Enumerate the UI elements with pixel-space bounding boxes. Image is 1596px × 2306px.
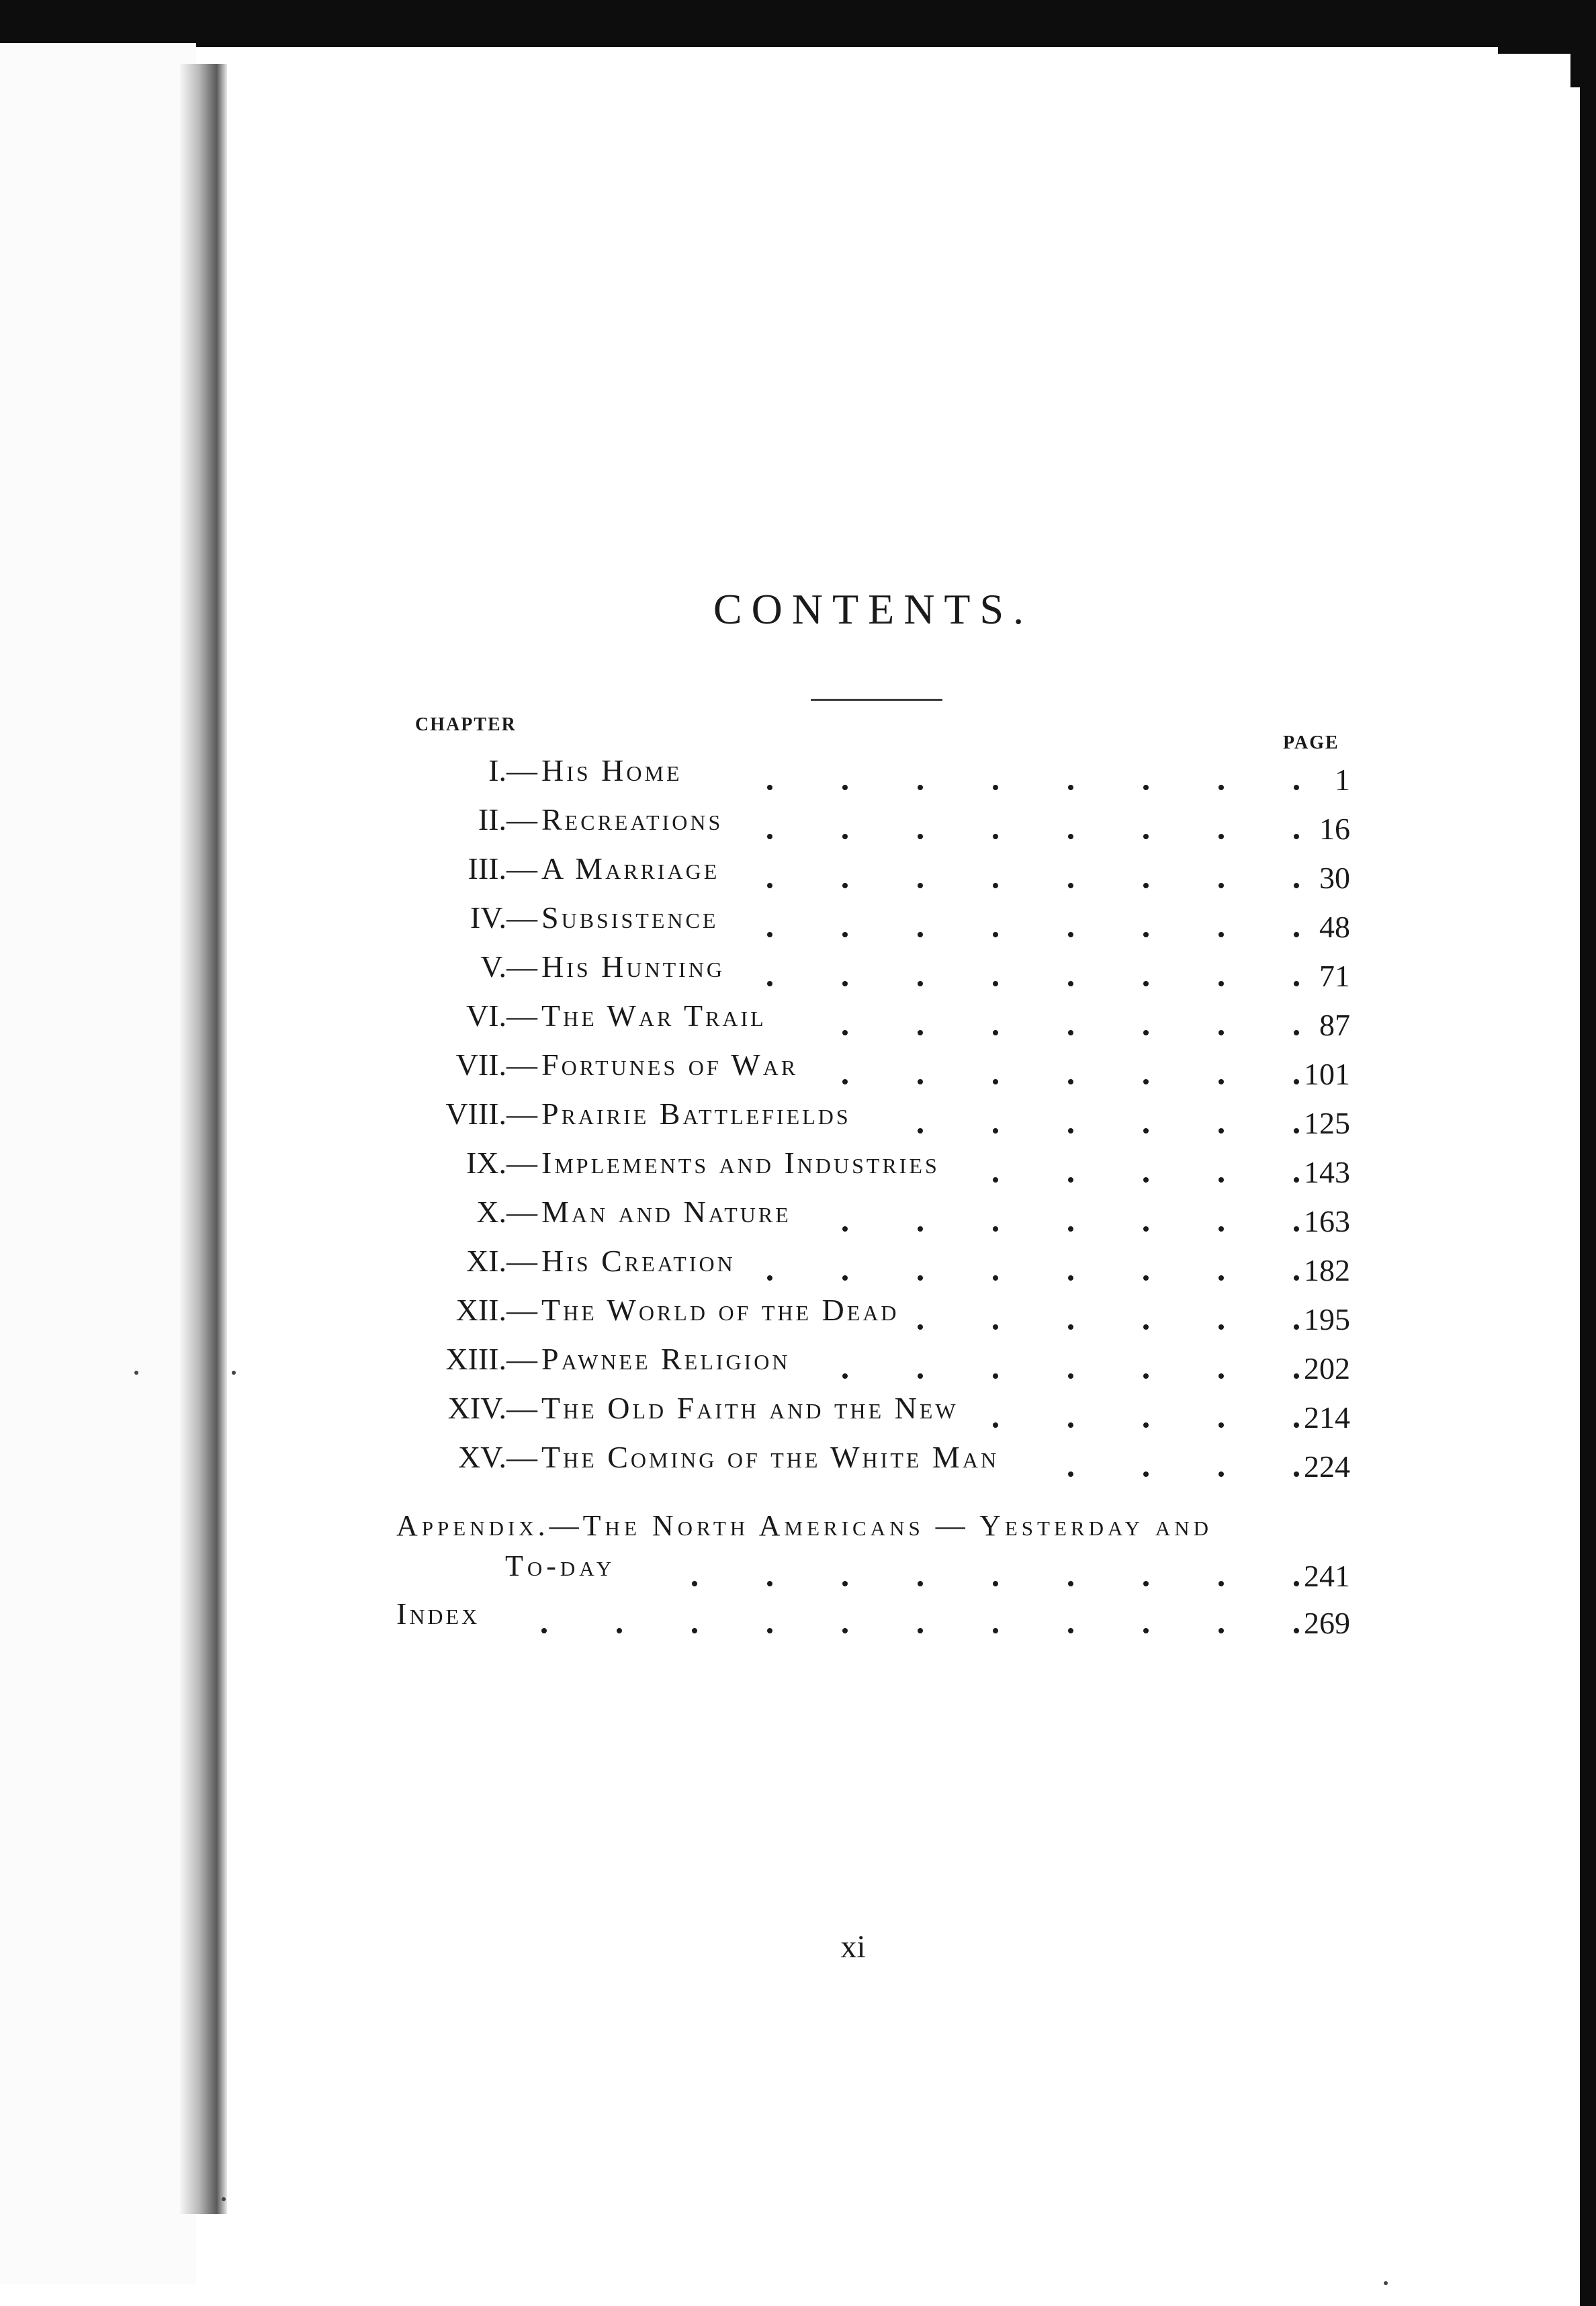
page-column-header: PAGE [1283,732,1339,753]
book-spine-shadow [180,64,227,2214]
page-number: 71 [1319,959,1350,993]
page-number: 101 [1304,1057,1350,1091]
chapter-number: II.— [478,802,537,837]
chapter-title: Recreations [541,802,723,837]
chapter-title: Implements and Industries [541,1146,940,1180]
toc-entry[interactable] [403,1390,1350,1437]
chapter-number: VIII.— [445,1097,537,1131]
chapter-title: Man and Nature [541,1195,791,1229]
toc-entry[interactable] [403,1096,1350,1143]
toc-entry[interactable] [403,1145,1350,1192]
chapter-number: III.— [468,851,537,886]
chapter-title: A Marriage [541,851,720,886]
chapter-title: Pawnee Religion [541,1342,791,1376]
page-number: 202 [1304,1351,1350,1385]
chapter-number: XII.— [455,1293,537,1327]
toc-entry[interactable] [403,1047,1350,1094]
page-folio: xi [840,1929,866,1965]
page-number: 48 [1319,910,1350,944]
page-number: 16 [1319,812,1350,846]
toc-entry[interactable] [403,1341,1350,1388]
chapter-title: The War Trail [541,998,766,1033]
toc-entry[interactable] [403,753,1350,800]
page-number: 195 [1304,1302,1350,1336]
index-title: Index [396,1596,480,1631]
chapter-column-header: CHAPTER [415,714,517,735]
chapter-title: His Home [541,753,682,787]
chapter-number: VII.— [455,1048,537,1082]
chapter-title: The Coming of the White Man [541,1440,1000,1474]
chapter-title: The Old Faith and the New [541,1391,959,1425]
toc-entry[interactable] [403,900,1350,947]
toc-entry[interactable] [403,1194,1350,1241]
toc-entry[interactable] [403,1243,1350,1290]
scan-border-top [0,0,1596,47]
page-number: 125 [1304,1106,1350,1140]
chapter-number: XIII.— [445,1342,537,1376]
scan-border-right [1580,0,1596,2306]
index-page-number: 269 [1304,1606,1350,1640]
chapter-number: XIV.— [447,1391,537,1425]
appendix-title-continuation: To-day [505,1549,616,1582]
page-number: 87 [1319,1008,1350,1042]
scan-speck [222,2197,226,2201]
chapter-title: Subsistence [541,900,719,935]
chapter-number: V.— [480,949,537,984]
page-bottom-edge [0,2284,1596,2306]
chapter-number: IV.— [470,900,537,935]
toc-entry[interactable] [403,802,1350,849]
toc-entry[interactable] [403,949,1350,996]
scan-speck [1384,2281,1388,2285]
page-number: 182 [1304,1253,1350,1287]
chapter-number: VI.— [466,998,537,1033]
chapter-title: His Creation [541,1244,736,1278]
toc-entry[interactable] [403,998,1350,1045]
chapter-title: Prairie Battlefields [541,1097,851,1131]
facing-page [0,43,196,2306]
toc-entry[interactable] [403,1292,1350,1339]
page-number: 143 [1304,1155,1350,1189]
appendix-page-number: 241 [1304,1559,1350,1593]
scan-speck [232,1371,236,1375]
scan-speck [134,1371,138,1375]
page-number: 1 [1335,763,1350,797]
page-title: CONTENTS. [713,585,1034,633]
toc-entry[interactable] [403,851,1350,898]
page-number: 163 [1304,1204,1350,1238]
chapter-title: Fortunes of War [541,1048,799,1082]
chapter-number: XI.— [466,1244,537,1278]
page-number: 214 [1304,1400,1350,1435]
title-rule [811,699,942,701]
chapter-title: The World of the Dead [541,1293,899,1327]
toc-entry[interactable] [403,1439,1350,1486]
chapter-number: I.— [488,753,537,787]
chapter-title: His Hunting [541,949,725,984]
chapter-number: XV.— [457,1440,537,1474]
chapter-number: X.— [476,1195,537,1229]
index-entry[interactable] [396,1596,1350,1643]
page-number: 224 [1304,1449,1350,1484]
appendix-entry-line1[interactable]: Appendix.—The North Americans — Yesterday and [396,1509,1213,1542]
page-number: 30 [1319,861,1350,895]
chapter-number: IX.— [466,1146,537,1180]
